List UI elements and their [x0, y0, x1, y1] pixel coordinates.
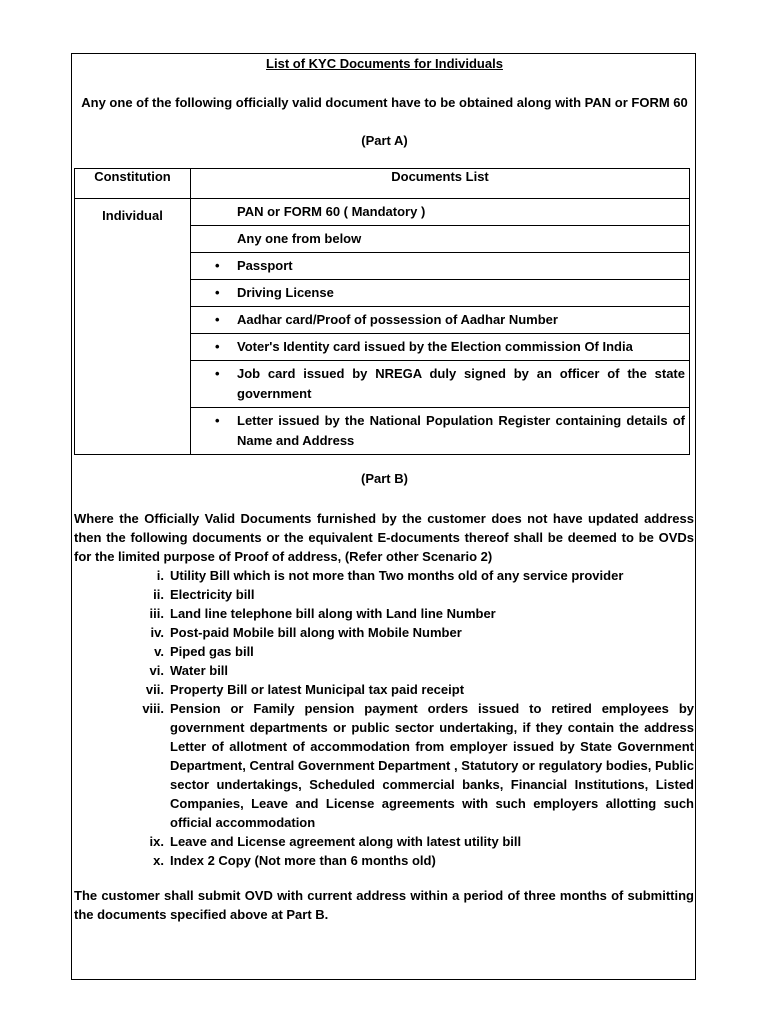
- doc-row-any-one: [191, 226, 690, 253]
- list-item: [72, 851, 696, 870]
- doc-text: Aadhar card/Proof of possession of Aadhar Number: [237, 312, 558, 327]
- list-item: [72, 661, 696, 680]
- bullet-icon: •: [215, 413, 220, 428]
- doc-row-voter-id: [191, 334, 690, 361]
- bullet-icon: •: [215, 258, 220, 273]
- doc-text: Job card issued by NREGA duly signed by an officer of the state government: [237, 366, 685, 401]
- list-number: ix.: [149, 834, 164, 849]
- doc-text: Driving License: [237, 285, 334, 300]
- header-documents-list: Documents List: [191, 169, 690, 199]
- doc-row-driving-license: [191, 280, 690, 307]
- list-number: vii.: [145, 682, 164, 697]
- list-item: [72, 832, 696, 851]
- list-text: Pension or Family pension payment orders issued to retired employees by government departments or public sector undertaking, if they contain the address Letter of allotment of accommodation from employer issued by State Government Department, Central Government Department , Statutory or regulatory bodies, Public sector undertakings, Scheduled commercial banks, Financial Institutions, Listed Companies, Leave and License agreements with such employers allotting such official accommodation: [170, 701, 694, 830]
- constitution-cell: Individual: [75, 199, 191, 455]
- list-number: iii.: [149, 606, 164, 621]
- list-item: [72, 680, 696, 699]
- part-b-label: (Part B): [361, 471, 408, 486]
- bullet-icon: •: [215, 285, 220, 300]
- list-text: Property Bill or latest Municipal tax paid receipt: [170, 682, 465, 697]
- document-title: List of KYC Documents for Individuals: [266, 56, 503, 71]
- doc-text: Voter's Identity card issued by the Election commission Of India: [237, 339, 633, 354]
- list-number: i.: [156, 568, 164, 583]
- list-item: [72, 699, 696, 832]
- list-text: Leave and License agreement along with latest utility bill: [170, 834, 522, 849]
- doc-row-pan: [191, 199, 690, 226]
- kyc-documents-table: [74, 168, 690, 455]
- bullet-icon: •: [215, 312, 220, 327]
- list-item: [72, 642, 696, 661]
- list-text: Utility Bill which is not more than Two months old of any service provider: [170, 568, 624, 583]
- doc-row-aadhar: [191, 307, 690, 334]
- bullet-icon: •: [215, 339, 220, 354]
- list-item: [72, 623, 696, 642]
- closing-note: The customer shall submit OVD with current address within a period of three months of submitting the documents specified above at Part B.: [74, 888, 694, 922]
- document-frame: [71, 53, 696, 980]
- doc-text: PAN or FORM 60 ( Mandatory ): [237, 204, 426, 219]
- part-a-label: (Part A): [361, 133, 408, 148]
- part-b-intro: Where the Officially Valid Documents furnished by the customer does not have updated address then the following documents or the equivalent E-documents thereof shall be deemed to be OVDs for the limited purpose of Proof of address, (Refer other Scenario 2): [74, 511, 694, 564]
- table-header-row: [75, 169, 690, 199]
- list-text: Land line telephone bill along with Land line Number: [170, 606, 496, 621]
- list-number: ii.: [153, 587, 164, 602]
- list-item: [72, 585, 696, 604]
- bullet-icon: •: [215, 366, 220, 381]
- intro-text: Any one of the following officially valid document have to be obtained along with PAN or FORM 60: [81, 95, 688, 110]
- list-number: v.: [154, 644, 164, 659]
- doc-row-job-card: [191, 361, 690, 408]
- list-number: x.: [153, 853, 164, 868]
- doc-row-npr-letter: [191, 408, 690, 455]
- list-number: vi.: [149, 663, 164, 678]
- doc-row-passport: [191, 253, 690, 280]
- list-number: viii.: [142, 701, 164, 716]
- address-proof-list: [72, 566, 696, 870]
- doc-text: Passport: [237, 258, 293, 273]
- list-text: Post-paid Mobile bill along with Mobile Number: [170, 625, 462, 640]
- header-constitution: Constitution: [75, 169, 191, 199]
- list-number: iv.: [150, 625, 164, 640]
- list-text: Water bill: [170, 663, 229, 678]
- doc-text: Letter issued by the National Population Register containing details of Name and Address: [237, 413, 685, 448]
- doc-text: Any one from below: [237, 231, 362, 246]
- list-item: [72, 604, 696, 623]
- list-text: Index 2 Copy (Not more than 6 months old): [170, 853, 436, 868]
- list-text: Electricity bill: [170, 587, 255, 602]
- table-row: [75, 199, 690, 226]
- list-item: [72, 566, 696, 585]
- list-text: Piped gas bill: [170, 644, 254, 659]
